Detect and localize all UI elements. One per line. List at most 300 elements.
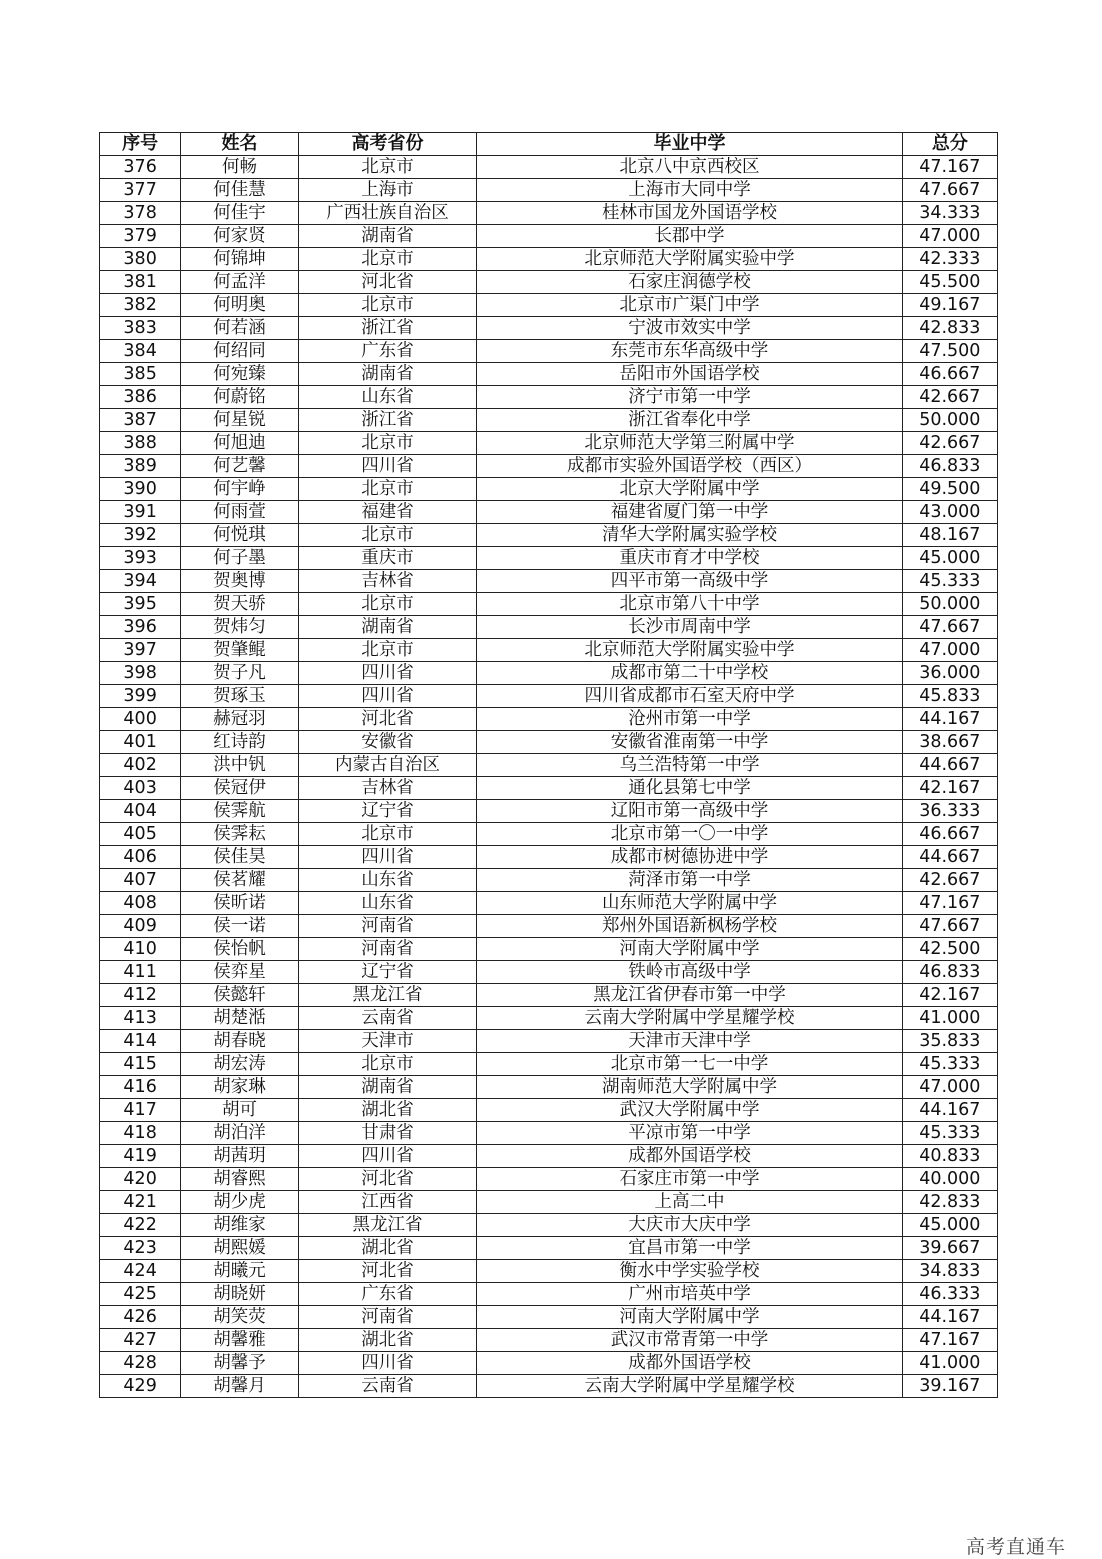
table-row <box>100 1007 998 1030</box>
cell-index: 380 <box>100 248 181 271</box>
table-row <box>100 570 998 593</box>
cell-name: 何旭迪 <box>181 432 298 455</box>
table-row <box>100 363 998 386</box>
table-row <box>100 524 998 547</box>
table-row <box>100 202 998 225</box>
cell-school: 长沙市周南中学 <box>477 616 902 639</box>
cell-school: 北京市第一〇一中学 <box>477 823 902 846</box>
cell-school: 成都市实验外国语学校（西区） <box>477 455 902 478</box>
cell-name: 侯懿轩 <box>181 984 298 1007</box>
cell-school: 湖南师范大学附属中学 <box>477 1076 902 1099</box>
cell-name: 侯茗耀 <box>181 869 298 892</box>
cell-province: 黑龙江省 <box>298 984 477 1007</box>
cell-score: 45.500 <box>902 271 997 294</box>
cell-score: 42.667 <box>902 432 997 455</box>
cell-name: 何绍同 <box>181 340 298 363</box>
cell-index: 394 <box>100 570 181 593</box>
cell-province: 湖南省 <box>298 1076 477 1099</box>
cell-score: 46.833 <box>902 455 997 478</box>
cell-score: 40.000 <box>902 1168 997 1191</box>
cell-index: 396 <box>100 616 181 639</box>
table-row <box>100 386 998 409</box>
cell-province: 河北省 <box>298 1260 477 1283</box>
cell-index: 414 <box>100 1030 181 1053</box>
cell-index: 382 <box>100 294 181 317</box>
cell-index: 395 <box>100 593 181 616</box>
table-row <box>100 1122 998 1145</box>
cell-index: 409 <box>100 915 181 938</box>
cell-score: 40.833 <box>902 1145 997 1168</box>
cell-index: 379 <box>100 225 181 248</box>
cell-index: 429 <box>100 1375 181 1398</box>
table-row <box>100 409 998 432</box>
cell-school: 云南大学附属中学星耀学校 <box>477 1375 902 1398</box>
cell-index: 405 <box>100 823 181 846</box>
cell-score: 36.333 <box>902 800 997 823</box>
cell-province: 北京市 <box>298 156 477 179</box>
cell-province: 北京市 <box>298 1053 477 1076</box>
cell-index: 421 <box>100 1191 181 1214</box>
cell-name: 侯怡帆 <box>181 938 298 961</box>
header-name: 姓名 <box>181 133 298 156</box>
table-row <box>100 1053 998 1076</box>
cell-name: 贺琢玉 <box>181 685 298 708</box>
cell-school: 浙江省奉化中学 <box>477 409 902 432</box>
cell-school: 福建省厦门第一中学 <box>477 501 902 524</box>
cell-score: 46.667 <box>902 823 997 846</box>
cell-province: 广东省 <box>298 340 477 363</box>
cell-score: 42.333 <box>902 248 997 271</box>
table-row <box>100 156 998 179</box>
cell-school: 四川省成都市石室天府中学 <box>477 685 902 708</box>
cell-school: 成都外国语学校 <box>477 1145 902 1168</box>
cell-index: 391 <box>100 501 181 524</box>
table-row <box>100 892 998 915</box>
table-row <box>100 685 998 708</box>
cell-name: 胡家琳 <box>181 1076 298 1099</box>
cell-province: 北京市 <box>298 248 477 271</box>
cell-school: 成都市树德协进中学 <box>477 846 902 869</box>
cell-school: 桂林市国龙外国语学校 <box>477 202 902 225</box>
cell-province: 河南省 <box>298 1306 477 1329</box>
table-row <box>100 1214 998 1237</box>
cell-province: 河北省 <box>298 708 477 731</box>
cell-score: 39.667 <box>902 1237 997 1260</box>
cell-score: 42.833 <box>902 317 997 340</box>
cell-name: 侯一诺 <box>181 915 298 938</box>
cell-name: 何畅 <box>181 156 298 179</box>
cell-province: 山东省 <box>298 892 477 915</box>
cell-school: 大庆市大庆中学 <box>477 1214 902 1237</box>
cell-name: 胡泊洋 <box>181 1122 298 1145</box>
table-row <box>100 179 998 202</box>
watermark-text: 高考直通车 <box>966 1536 1067 1558</box>
header-province: 高考省份 <box>298 133 477 156</box>
cell-school: 宜昌市第一中学 <box>477 1237 902 1260</box>
table-row <box>100 1283 998 1306</box>
cell-score: 39.167 <box>902 1375 997 1398</box>
table-row <box>100 869 998 892</box>
cell-province: 云南省 <box>298 1007 477 1030</box>
cell-province: 四川省 <box>298 846 477 869</box>
cell-score: 36.000 <box>902 662 997 685</box>
cell-score: 47.167 <box>902 892 997 915</box>
table-row <box>100 1076 998 1099</box>
cell-school: 衡水中学实验学校 <box>477 1260 902 1283</box>
cell-name: 胡馨予 <box>181 1352 298 1375</box>
cell-index: 398 <box>100 662 181 685</box>
table-row <box>100 501 998 524</box>
cell-index: 411 <box>100 961 181 984</box>
table-row <box>100 1168 998 1191</box>
cell-name: 胡春晓 <box>181 1030 298 1053</box>
cell-province: 北京市 <box>298 639 477 662</box>
cell-school: 北京师范大学附属实验中学 <box>477 248 902 271</box>
table-row <box>100 984 998 1007</box>
cell-index: 413 <box>100 1007 181 1030</box>
cell-school: 河南大学附属中学 <box>477 938 902 961</box>
table-row <box>100 1191 998 1214</box>
cell-index: 386 <box>100 386 181 409</box>
cell-score: 44.667 <box>902 754 997 777</box>
cell-index: 408 <box>100 892 181 915</box>
cell-province: 云南省 <box>298 1375 477 1398</box>
cell-index: 410 <box>100 938 181 961</box>
cell-index: 419 <box>100 1145 181 1168</box>
cell-school: 黑龙江省伊春市第一中学 <box>477 984 902 1007</box>
cell-name: 侯昕诺 <box>181 892 298 915</box>
cell-score: 45.333 <box>902 570 997 593</box>
cell-index: 392 <box>100 524 181 547</box>
cell-score: 47.667 <box>902 179 997 202</box>
cell-province: 甘肃省 <box>298 1122 477 1145</box>
cell-province: 山东省 <box>298 386 477 409</box>
cell-name: 胡睿熙 <box>181 1168 298 1191</box>
cell-province: 辽宁省 <box>298 800 477 823</box>
table-row <box>100 662 998 685</box>
cell-score: 47.000 <box>902 639 997 662</box>
cell-school: 清华大学附属实验学校 <box>477 524 902 547</box>
cell-name: 贺天骄 <box>181 593 298 616</box>
cell-score: 47.667 <box>902 915 997 938</box>
cell-name: 贺肇鲲 <box>181 639 298 662</box>
table-row <box>100 455 998 478</box>
cell-score: 47.000 <box>902 225 997 248</box>
cell-name: 胡少虎 <box>181 1191 298 1214</box>
table-row <box>100 1306 998 1329</box>
cell-score: 42.667 <box>902 869 997 892</box>
cell-score: 41.000 <box>902 1007 997 1030</box>
cell-index: 416 <box>100 1076 181 1099</box>
cell-index: 422 <box>100 1214 181 1237</box>
cell-school: 成都市第二十中学校 <box>477 662 902 685</box>
table-row <box>100 754 998 777</box>
cell-school: 安徽省淮南第一中学 <box>477 731 902 754</box>
cell-name: 胡可 <box>181 1099 298 1122</box>
cell-province: 四川省 <box>298 1352 477 1375</box>
cell-province: 浙江省 <box>298 317 477 340</box>
cell-score: 34.833 <box>902 1260 997 1283</box>
cell-name: 何佳宇 <box>181 202 298 225</box>
cell-index: 390 <box>100 478 181 501</box>
cell-school: 武汉大学附属中学 <box>477 1099 902 1122</box>
table-row <box>100 1030 998 1053</box>
cell-name: 何宇峥 <box>181 478 298 501</box>
cell-name: 胡宏涛 <box>181 1053 298 1076</box>
cell-score: 42.667 <box>902 386 997 409</box>
cell-index: 399 <box>100 685 181 708</box>
cell-province: 北京市 <box>298 823 477 846</box>
cell-index: 415 <box>100 1053 181 1076</box>
cell-score: 47.000 <box>902 1076 997 1099</box>
cell-score: 47.167 <box>902 1329 997 1352</box>
cell-province: 浙江省 <box>298 409 477 432</box>
cell-school: 岳阳市外国语学校 <box>477 363 902 386</box>
table-row <box>100 915 998 938</box>
cell-name: 洪中钒 <box>181 754 298 777</box>
cell-province: 广西壮族自治区 <box>298 202 477 225</box>
cell-index: 418 <box>100 1122 181 1145</box>
cell-province: 湖南省 <box>298 363 477 386</box>
cell-name: 何若涵 <box>181 317 298 340</box>
cell-school: 上海市大同中学 <box>477 179 902 202</box>
cell-school: 四平市第一高级中学 <box>477 570 902 593</box>
cell-score: 48.167 <box>902 524 997 547</box>
cell-index: 385 <box>100 363 181 386</box>
cell-index: 427 <box>100 1329 181 1352</box>
cell-school: 北京师范大学第三附属中学 <box>477 432 902 455</box>
cell-score: 44.167 <box>902 1099 997 1122</box>
cell-name: 胡馨雅 <box>181 1329 298 1352</box>
cell-province: 湖南省 <box>298 616 477 639</box>
table-row <box>100 225 998 248</box>
cell-name: 何宛臻 <box>181 363 298 386</box>
cell-index: 407 <box>100 869 181 892</box>
table-row <box>100 1145 998 1168</box>
table-row <box>100 938 998 961</box>
table-row <box>100 1237 998 1260</box>
admission-table <box>99 132 998 1398</box>
table-row <box>100 639 998 662</box>
cell-score: 46.333 <box>902 1283 997 1306</box>
cell-school: 平凉市第一中学 <box>477 1122 902 1145</box>
cell-province: 四川省 <box>298 455 477 478</box>
cell-province: 黑龙江省 <box>298 1214 477 1237</box>
cell-index: 384 <box>100 340 181 363</box>
cell-score: 44.167 <box>902 708 997 731</box>
cell-name: 侯霁耘 <box>181 823 298 846</box>
cell-province: 北京市 <box>298 478 477 501</box>
cell-name: 胡馨月 <box>181 1375 298 1398</box>
cell-school: 北京市广渠门中学 <box>477 294 902 317</box>
table-row <box>100 340 998 363</box>
cell-school: 辽阳市第一高级中学 <box>477 800 902 823</box>
cell-province: 江西省 <box>298 1191 477 1214</box>
cell-score: 45.833 <box>902 685 997 708</box>
cell-province: 河北省 <box>298 271 477 294</box>
cell-score: 42.167 <box>902 984 997 1007</box>
cell-school: 石家庄润德学校 <box>477 271 902 294</box>
header-score: 总分 <box>902 133 997 156</box>
cell-score: 44.167 <box>902 1306 997 1329</box>
cell-index: 426 <box>100 1306 181 1329</box>
cell-school: 武汉市常青第一中学 <box>477 1329 902 1352</box>
cell-score: 44.667 <box>902 846 997 869</box>
table-row <box>100 1099 998 1122</box>
table-row <box>100 294 998 317</box>
cell-school: 铁岭市高级中学 <box>477 961 902 984</box>
cell-index: 397 <box>100 639 181 662</box>
cell-index: 423 <box>100 1237 181 1260</box>
cell-name: 何锦坤 <box>181 248 298 271</box>
cell-score: 34.333 <box>902 202 997 225</box>
cell-school: 郑州外国语新枫杨学校 <box>477 915 902 938</box>
cell-index: 420 <box>100 1168 181 1191</box>
table-header-row <box>100 133 998 156</box>
cell-index: 383 <box>100 317 181 340</box>
cell-province: 天津市 <box>298 1030 477 1053</box>
cell-province: 湖南省 <box>298 225 477 248</box>
cell-school: 天津市天津中学 <box>477 1030 902 1053</box>
cell-province: 四川省 <box>298 1145 477 1168</box>
cell-name: 侯弈星 <box>181 961 298 984</box>
cell-province: 四川省 <box>298 662 477 685</box>
cell-name: 侯佳昊 <box>181 846 298 869</box>
cell-school: 北京市第八十中学 <box>477 593 902 616</box>
table-row <box>100 478 998 501</box>
cell-province: 河北省 <box>298 1168 477 1191</box>
cell-index: 381 <box>100 271 181 294</box>
cell-school: 宁波市效实中学 <box>477 317 902 340</box>
cell-score: 47.667 <box>902 616 997 639</box>
cell-name: 何雨萱 <box>181 501 298 524</box>
cell-province: 河南省 <box>298 915 477 938</box>
cell-index: 377 <box>100 179 181 202</box>
cell-province: 河南省 <box>298 938 477 961</box>
cell-name: 何佳慧 <box>181 179 298 202</box>
cell-school: 东莞市东华高级中学 <box>477 340 902 363</box>
cell-name: 贺子凡 <box>181 662 298 685</box>
table-row <box>100 708 998 731</box>
cell-province: 广东省 <box>298 1283 477 1306</box>
cell-index: 400 <box>100 708 181 731</box>
table-row <box>100 1352 998 1375</box>
cell-school: 成都外国语学校 <box>477 1352 902 1375</box>
table-row <box>100 823 998 846</box>
cell-index: 404 <box>100 800 181 823</box>
cell-score: 49.500 <box>902 478 997 501</box>
cell-school: 上高二中 <box>477 1191 902 1214</box>
table-row <box>100 1260 998 1283</box>
cell-school: 广州市培英中学 <box>477 1283 902 1306</box>
cell-province: 湖北省 <box>298 1237 477 1260</box>
table-row <box>100 317 998 340</box>
cell-province: 内蒙古自治区 <box>298 754 477 777</box>
cell-name: 胡笑荧 <box>181 1306 298 1329</box>
cell-province: 四川省 <box>298 685 477 708</box>
cell-name: 侯冠伊 <box>181 777 298 800</box>
header-school: 毕业中学 <box>477 133 902 156</box>
table-row <box>100 1329 998 1352</box>
cell-school: 沧州市第一中学 <box>477 708 902 731</box>
cell-school: 河南大学附属中学 <box>477 1306 902 1329</box>
cell-score: 49.167 <box>902 294 997 317</box>
cell-school: 长郡中学 <box>477 225 902 248</box>
table-row <box>100 731 998 754</box>
cell-province: 北京市 <box>298 432 477 455</box>
header-index: 序号 <box>100 133 181 156</box>
cell-name: 胡晓妍 <box>181 1283 298 1306</box>
cell-score: 50.000 <box>902 593 997 616</box>
cell-index: 406 <box>100 846 181 869</box>
cell-score: 35.833 <box>902 1030 997 1053</box>
cell-name: 贺奥博 <box>181 570 298 593</box>
table-row <box>100 248 998 271</box>
cell-index: 376 <box>100 156 181 179</box>
cell-score: 38.667 <box>902 731 997 754</box>
cell-index: 393 <box>100 547 181 570</box>
cell-index: 424 <box>100 1260 181 1283</box>
cell-name: 何明奥 <box>181 294 298 317</box>
cell-name: 何蔚铭 <box>181 386 298 409</box>
cell-name: 何悦琪 <box>181 524 298 547</box>
cell-province: 吉林省 <box>298 570 477 593</box>
cell-province: 湖北省 <box>298 1099 477 1122</box>
cell-school: 乌兰浩特第一中学 <box>477 754 902 777</box>
cell-score: 45.000 <box>902 547 997 570</box>
table-row <box>100 800 998 823</box>
cell-score: 43.000 <box>902 501 997 524</box>
cell-score: 42.167 <box>902 777 997 800</box>
cell-index: 402 <box>100 754 181 777</box>
table-row <box>100 432 998 455</box>
cell-school: 北京师范大学附属实验中学 <box>477 639 902 662</box>
cell-score: 41.000 <box>902 1352 997 1375</box>
cell-index: 412 <box>100 984 181 1007</box>
cell-name: 红诗韵 <box>181 731 298 754</box>
table-row <box>100 616 998 639</box>
cell-name: 胡楚湉 <box>181 1007 298 1030</box>
cell-index: 425 <box>100 1283 181 1306</box>
cell-score: 50.000 <box>902 409 997 432</box>
cell-name: 侯霁航 <box>181 800 298 823</box>
cell-province: 上海市 <box>298 179 477 202</box>
cell-name: 胡茜玥 <box>181 1145 298 1168</box>
cell-index: 417 <box>100 1099 181 1122</box>
cell-school: 重庆市育才中学校 <box>477 547 902 570</box>
cell-province: 北京市 <box>298 593 477 616</box>
cell-index: 378 <box>100 202 181 225</box>
cell-province: 重庆市 <box>298 547 477 570</box>
cell-school: 济宁市第一中学 <box>477 386 902 409</box>
cell-school: 石家庄市第一中学 <box>477 1168 902 1191</box>
cell-school: 北京市第一七一中学 <box>477 1053 902 1076</box>
cell-province: 山东省 <box>298 869 477 892</box>
cell-name: 何子墨 <box>181 547 298 570</box>
cell-school: 通化县第七中学 <box>477 777 902 800</box>
table-row <box>100 271 998 294</box>
cell-index: 388 <box>100 432 181 455</box>
table-row <box>100 846 998 869</box>
cell-name: 何家贤 <box>181 225 298 248</box>
cell-school: 云南大学附属中学星耀学校 <box>477 1007 902 1030</box>
cell-index: 428 <box>100 1352 181 1375</box>
cell-score: 47.500 <box>902 340 997 363</box>
cell-score: 42.500 <box>902 938 997 961</box>
cell-province: 辽宁省 <box>298 961 477 984</box>
table-body <box>100 156 998 1398</box>
cell-index: 389 <box>100 455 181 478</box>
